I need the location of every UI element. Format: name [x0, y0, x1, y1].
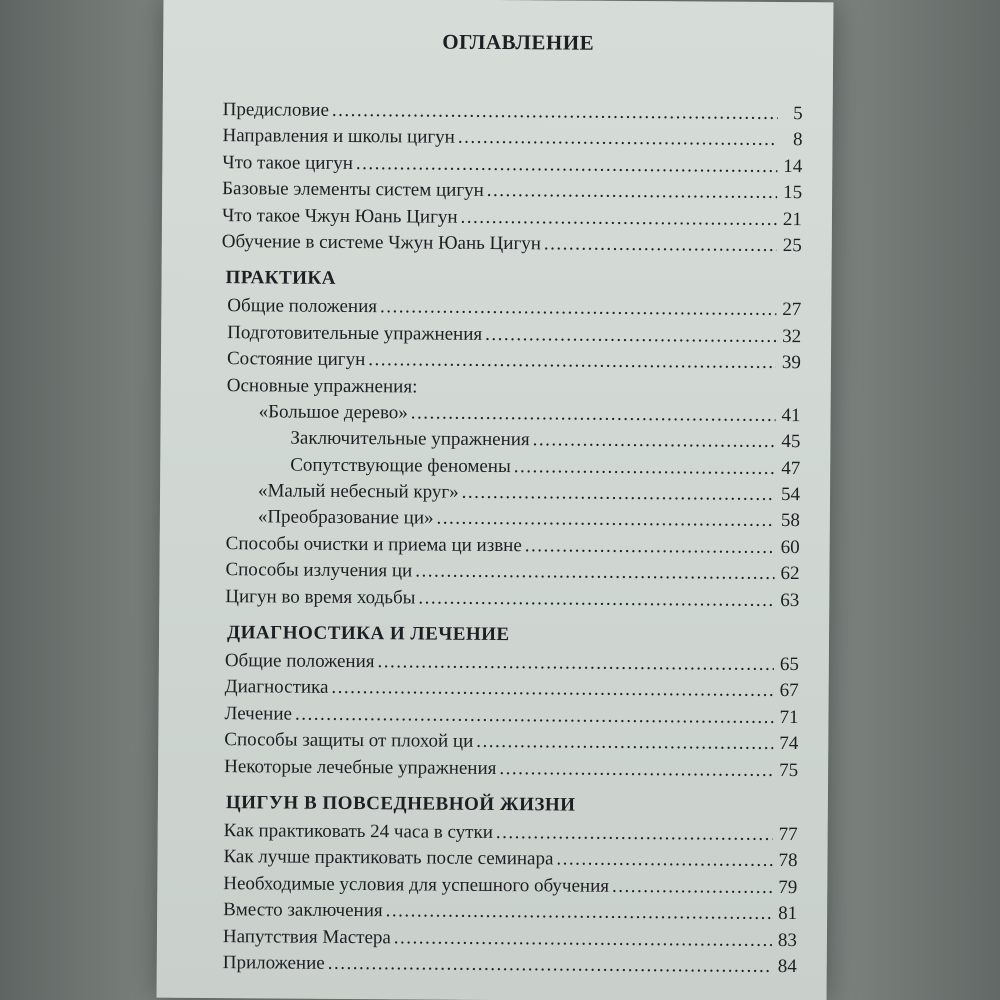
toc-entry-page: 79: [778, 876, 798, 898]
toc-entry-page: 63: [780, 589, 800, 611]
dot-leader: [394, 925, 772, 954]
toc-entry: [218, 727, 798, 757]
book-page: [157, 0, 834, 1000]
toc-sections: [217, 267, 802, 980]
toc-entry-label: Способы очистки и приема ци извне: [225, 532, 522, 557]
toc-entry-label: Что такое цигун: [222, 151, 354, 174]
dot-leader: [380, 295, 776, 324]
section-title: ЦИГУН В ПОВСЕДНЕВНОЙ ЖИЗНИ: [225, 792, 576, 816]
dot-leader: [496, 820, 773, 848]
toc-entry-label: Лечение: [224, 702, 293, 725]
toc-entry-label: Что такое Чжун Юань Цигун: [221, 204, 458, 228]
toc-entry: [222, 176, 802, 206]
toc-entry-label: «Преобразование ци»: [257, 506, 434, 530]
dot-leader: [462, 480, 776, 509]
toc-entry-page: 77: [778, 823, 798, 846]
toc-entry: [219, 584, 799, 614]
dot-leader: [612, 874, 772, 902]
toc-entry: [218, 818, 798, 848]
toc-entry-page: 45: [781, 431, 801, 453]
toc-entry-page: 62: [780, 563, 800, 585]
toc-entry-label: Предисловие: [222, 99, 330, 121]
toc-entry-label: Диагностика: [224, 676, 329, 699]
toc-entry: [217, 950, 797, 980]
dot-leader: [499, 756, 773, 784]
dot-leader: [332, 98, 778, 128]
toc-entry: [219, 674, 799, 704]
toc-entry-label: Приложение: [222, 952, 325, 974]
toc-entry-page: 75: [779, 759, 799, 781]
toc-entry-page: 78: [778, 850, 798, 872]
toc-entry-label: Как лучше практиковать после семинара: [223, 846, 554, 870]
toc-section: [217, 792, 798, 980]
toc-entry: [220, 478, 800, 508]
toc-entry: [221, 373, 801, 403]
toc-entry-page: 21: [782, 208, 803, 230]
toc-entry-page: 74: [779, 733, 799, 755]
dot-leader: [476, 729, 773, 757]
toc-entry: [221, 346, 801, 376]
toc-entry-page: 81: [778, 903, 798, 925]
toc-entry: [221, 399, 801, 429]
toc-entry-label: Общие положения: [224, 650, 375, 673]
dot-leader: [458, 125, 778, 154]
dot-leader: [368, 347, 776, 376]
intro-entries: [222, 97, 803, 259]
toc-entry: [223, 97, 803, 127]
toc-entry-label: Способы защиты от плохой ци: [224, 729, 474, 753]
toc-entry: [217, 871, 797, 901]
toc-entry: [222, 229, 802, 259]
toc-entry-label: Подготовительные упражнения: [227, 321, 483, 345]
toc-entry: [220, 452, 800, 482]
toc-entry-page: 65: [779, 654, 799, 676]
toc-entry-label: Общие положения: [227, 295, 378, 318]
toc-entry-page: 83: [777, 929, 798, 951]
section-title: ДИАГНОСТИКА И ЛЕЧЕНИЕ: [226, 622, 510, 646]
toc-entry: [220, 425, 800, 455]
dot-leader: [556, 847, 772, 875]
toc-entry-page: 14: [783, 155, 803, 177]
toc-entry: [222, 203, 802, 233]
toc-entry-page: 41: [781, 404, 801, 427]
toc-entry-label: Направления и школы цигун: [222, 125, 455, 149]
toc-entry-page: 32: [782, 325, 802, 347]
toc-entry: [221, 293, 801, 323]
dot-leader: [331, 675, 773, 704]
toc-entry-page: 67: [779, 680, 799, 702]
toc-entry: [218, 754, 798, 784]
toc-entry-label: Необходимые условия для успешного обучения: [223, 872, 610, 897]
toc-entry-page: 15: [783, 182, 803, 204]
dot-leader: [487, 178, 778, 206]
toc-entry-page: 58: [780, 510, 800, 532]
table-of-contents: [217, 28, 804, 980]
toc-entry-page: 25: [782, 234, 802, 257]
toc-entry-page: 47: [781, 457, 801, 479]
toc-entry: [219, 557, 799, 587]
toc-entry-label: Обучение в системе Чжун Юань Цигун: [221, 231, 542, 255]
dot-leader: [328, 951, 772, 981]
toc-section: [218, 622, 799, 784]
toc-entry: [217, 924, 797, 954]
toc-entry-label: Как практиковать 24 часа в сутки: [223, 820, 493, 843]
toc-entry-label: «Малый небесный круг»: [257, 480, 459, 503]
dot-leader: [386, 898, 773, 927]
dot-leader: [295, 701, 774, 731]
toc-entry-label: Напутствия Мастера: [222, 925, 391, 948]
dot-leader: [356, 151, 778, 180]
toc-entry-label: Цигун во время ходьбы: [225, 585, 416, 609]
toc-entry-label: Некоторые лечебные упражнения: [224, 755, 497, 779]
toc-entry: [218, 701, 798, 731]
dot-leader: [411, 400, 776, 429]
toc-entry-label: Способы излучения ци: [225, 559, 413, 582]
toc-section: [219, 267, 801, 614]
toc-entry: [219, 648, 799, 678]
dot-leader: [485, 322, 776, 350]
toc-entry: [217, 844, 797, 874]
dot-leader: [514, 454, 776, 482]
dot-leader: [415, 559, 774, 588]
toc-entry-label: Заключительные упражнения: [290, 427, 530, 451]
toc-entry: [220, 531, 800, 561]
toc-entry: [220, 505, 800, 535]
toc-entry-page: 84: [777, 955, 797, 978]
toc-entry: [222, 150, 802, 180]
section-title: ПРАКТИКА: [225, 267, 337, 290]
toc-entry: [217, 897, 797, 927]
toc-entry-label: «Большое дерево»: [258, 401, 408, 424]
dot-leader: [533, 428, 776, 456]
dot-leader: [377, 649, 773, 678]
toc-entry-page: 60: [780, 536, 800, 558]
toc-entry: [222, 123, 802, 153]
toc-entry-label: Базовые элементы систем цигун: [222, 178, 484, 202]
toc-entry-label: Вместо заключения: [223, 899, 383, 922]
toc-entry-label: Основные упражнения:: [226, 374, 418, 397]
toc-entry: [221, 320, 801, 350]
toc-entry-page: 8: [792, 129, 803, 151]
toc-entry-page: 5: [793, 103, 803, 125]
toc-entry-label: Состояние цигун: [226, 348, 366, 371]
toc-entry-page: 54: [780, 484, 801, 506]
dot-leader: [436, 506, 775, 535]
dot-leader: [544, 231, 777, 259]
toc-entry-page: 27: [782, 299, 802, 321]
toc-entry-page: 71: [779, 706, 799, 728]
toc-entry-label: Сопутствующие феномены: [290, 454, 511, 477]
toc-entry-page: 39: [781, 352, 802, 374]
dot-leader: [460, 204, 777, 233]
dot-leader: [418, 585, 774, 614]
dot-leader: [525, 533, 775, 561]
toc-title: ОГЛАВЛЕНИЕ: [442, 29, 595, 55]
